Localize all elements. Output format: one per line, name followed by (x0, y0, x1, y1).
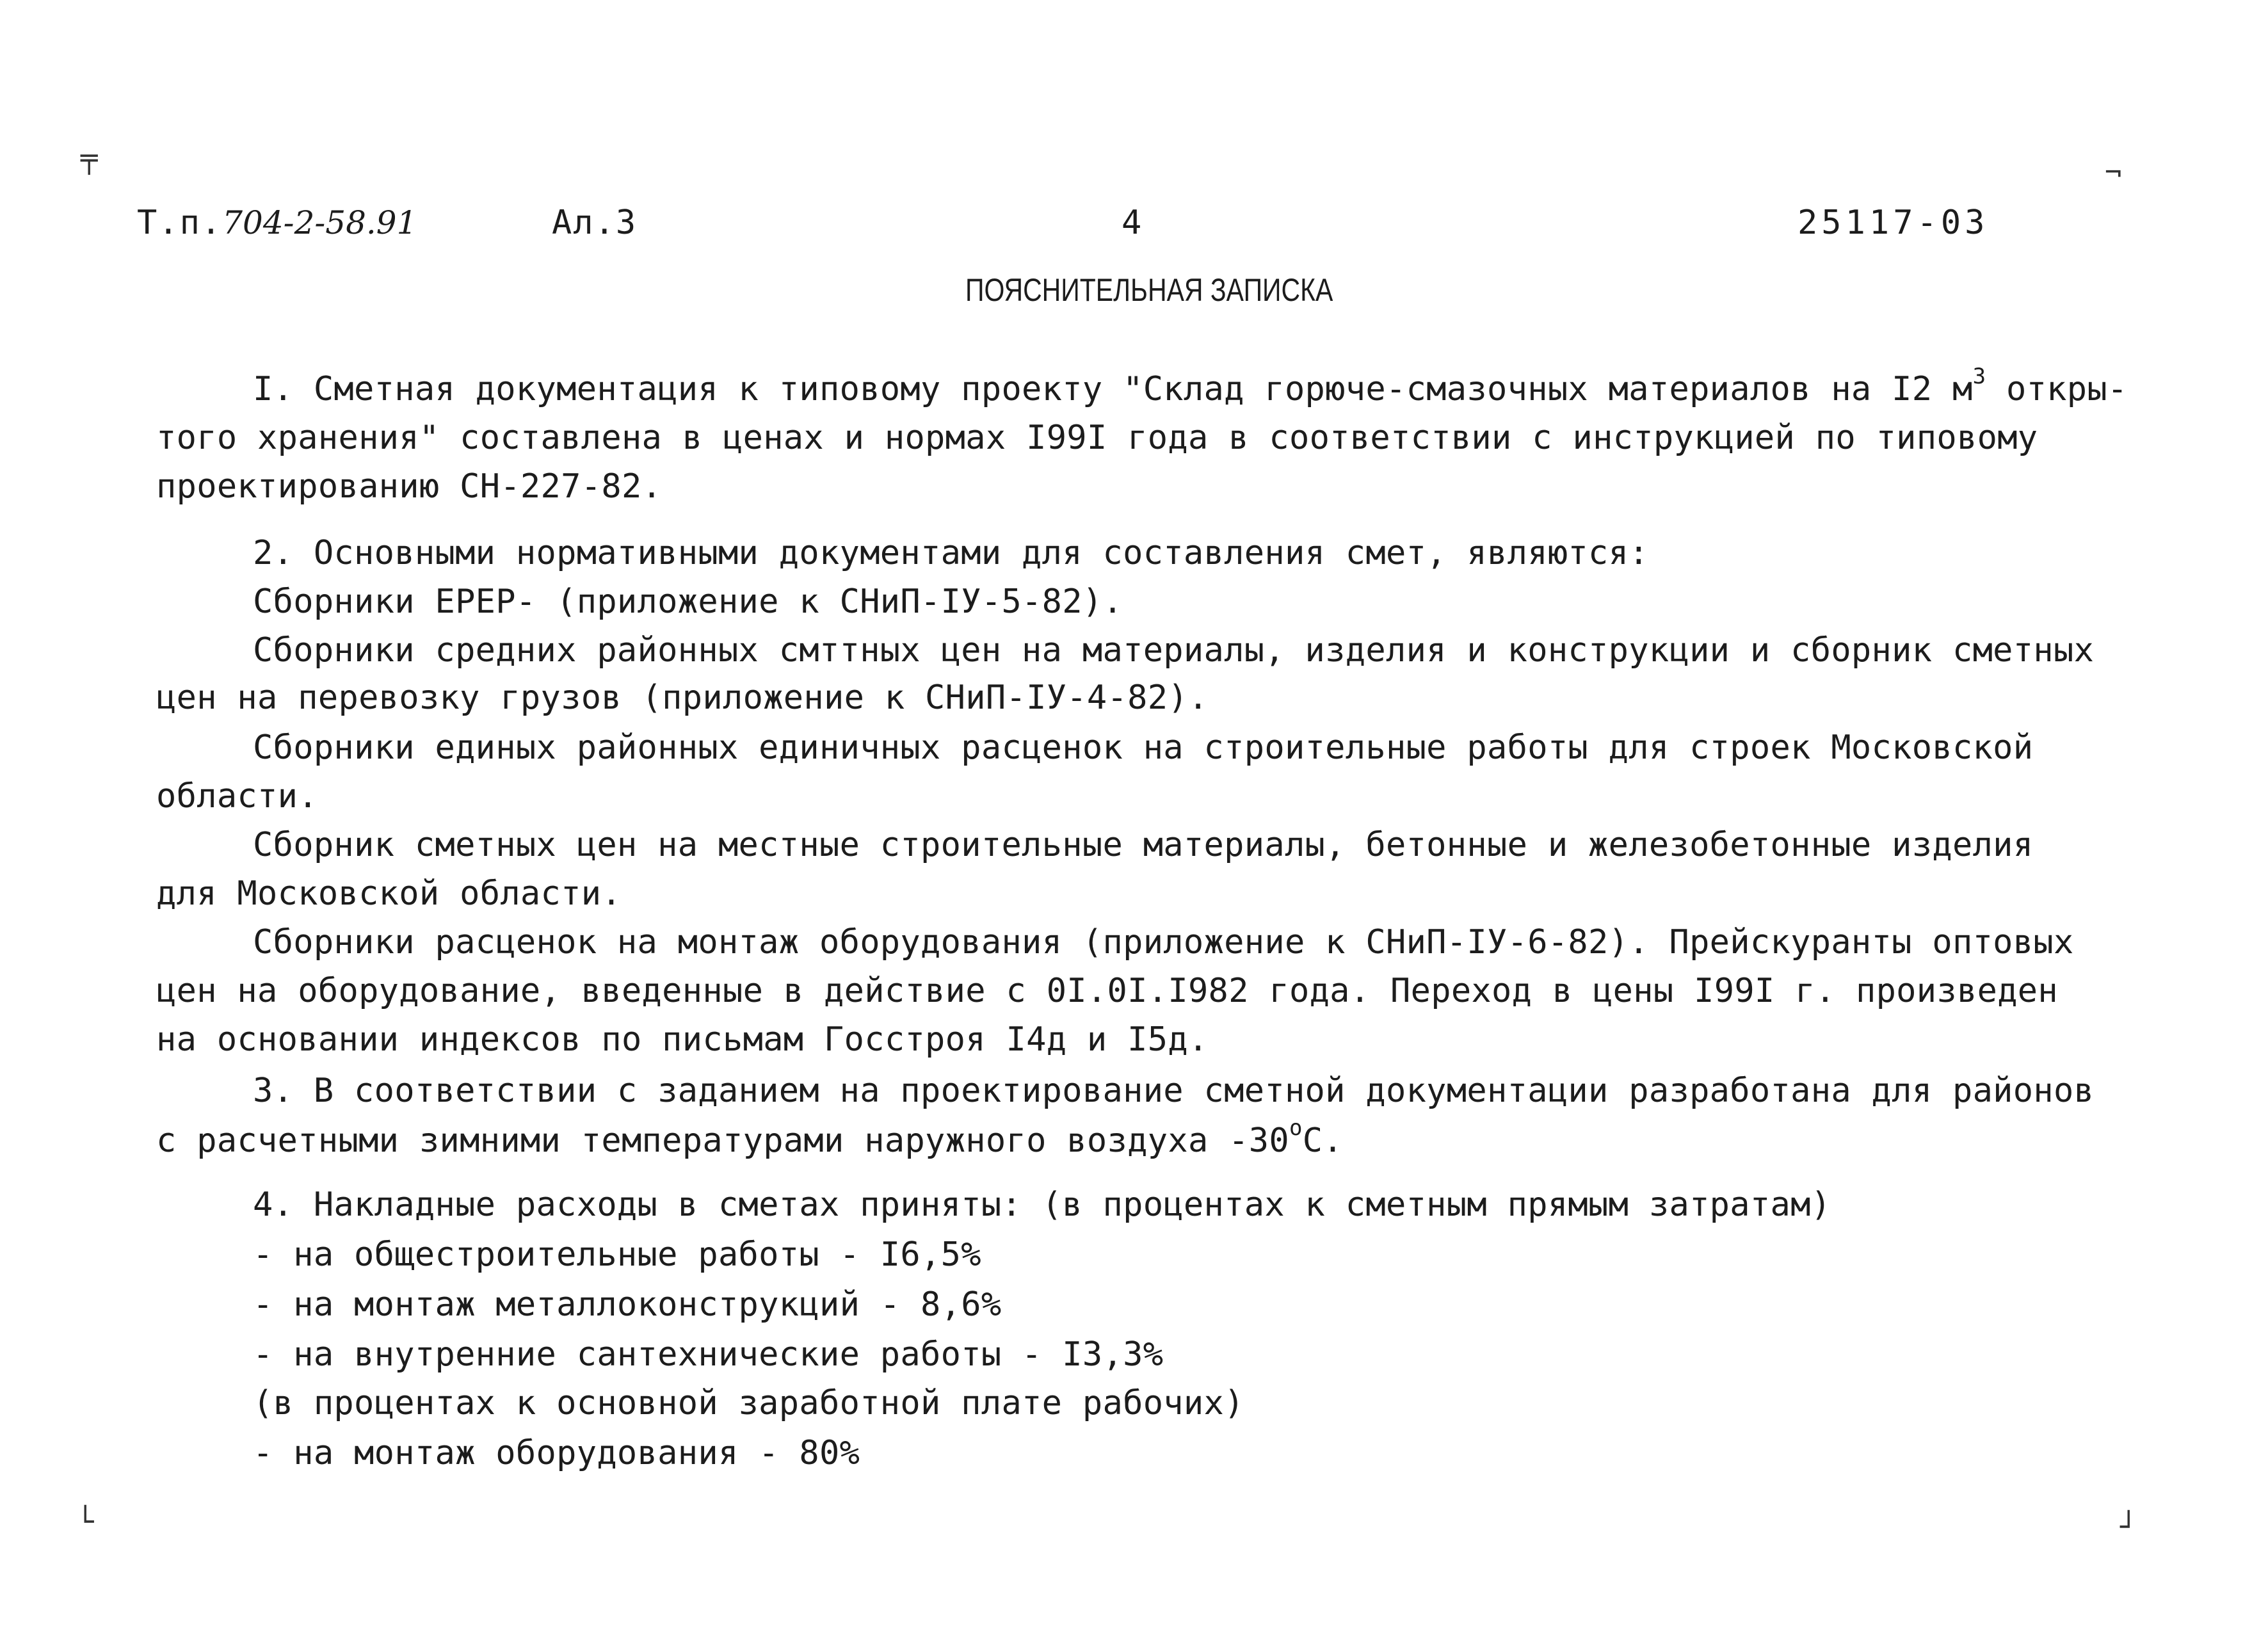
document-number: 25117-03 (1798, 204, 1989, 242)
p1-line-1 (253, 364, 2128, 408)
p4-line-1: 4. Накладные расходы в сметах приняты: (в процентах к сметным прямым затратам) (253, 1186, 1831, 1224)
p4-line-5: (в процентах к основной заработной плате рабочих) (253, 1384, 1244, 1422)
p2-line-10: цен на оборудование, введенные в действие с 0I.0I.I982 года. Переход в цены I99I г. произведен (156, 972, 2059, 1010)
p2-line-4: цен на перевозку грузов (приложение к СНиП-IУ-4-82). (156, 679, 1209, 717)
project-prefix: Т.п. (137, 204, 223, 242)
p3-line-1: 3. В соответствии с заданием на проектирование сметной документации разработана для районов (253, 1072, 2095, 1110)
p2-line-11: на основании индексов по письмам Госстроя I4д и I5д. (156, 1020, 1209, 1059)
p1-line-1-end: откры- (1986, 370, 2128, 408)
corner-mark-top-left: ╤ (81, 142, 98, 175)
corner-mark-bottom-right: ┘ (2120, 1511, 2137, 1543)
p4-line-4: - на внутренние сантехнические работы - I3,3% (253, 1335, 1164, 1374)
document-title: ПОЯСНИТЕЛЬНАЯ ЗАПИСКА (965, 272, 1333, 308)
p3-line-2-end: С. (1302, 1122, 1343, 1160)
project-code: 704-2-58.91 (222, 204, 417, 241)
album-label: Ал.3 (552, 204, 638, 242)
superscript-degree: о (1289, 1115, 1303, 1141)
p4-line-3: - на монтаж металлоконструкций - 8,6% (253, 1285, 1002, 1324)
corner-mark-top-right: ¬ (2105, 156, 2122, 189)
p4-line-2: - на общестроительные работы - I6,5% (253, 1236, 981, 1274)
p3-line-2-text: с расчетными зимними температурами наружного воздуха -30 (156, 1122, 1289, 1160)
project-reference (137, 204, 417, 248)
p2-line-5: Сборники единых районных единичных расценок на строительные работы для строек Московской (253, 728, 2034, 767)
p2-line-9: Сборники расценок на монтаж оборудования (приложение к СНиП-IУ-6-82). Прейскуранты оптовых (253, 923, 2074, 962)
p2-line-1: 2. Основными нормативными документами для составления смет, являются: (253, 534, 1649, 572)
p2-line-3: Сборники средних районных смттных цен на материалы, изделия и конструкции и сборник сметных (253, 631, 2095, 670)
corner-mark-bottom-left: └ (77, 1506, 94, 1538)
p1-line-3: проектированию СН-227-82. (156, 467, 663, 506)
p2-line-2: Сборники ЕРЕР- (приложение к СНиП-IУ-5-82). (253, 583, 1123, 621)
p3-line-2 (156, 1115, 1343, 1160)
p1-line-1-text: I. Сметная документация к типовому проекту "Склад горюче-смазочных материалов на I2 м (253, 370, 1973, 408)
p4-line-6: - на монтаж оборудования - 80% (253, 1434, 860, 1472)
p2-line-7: Сборник сметных цен на местные строительные материалы, бетонные и железобетонные изделия (253, 826, 2034, 864)
p2-line-8: для Московской области. (156, 874, 622, 913)
p1-line-2: того хранения" составлена в ценах и нормах I99I года в соответствии с инструкцией по типовому (156, 419, 2038, 457)
p2-line-6: области. (156, 777, 318, 816)
superscript-cubic: 3 (1972, 364, 1986, 389)
page-number: 4 (1122, 204, 1143, 242)
